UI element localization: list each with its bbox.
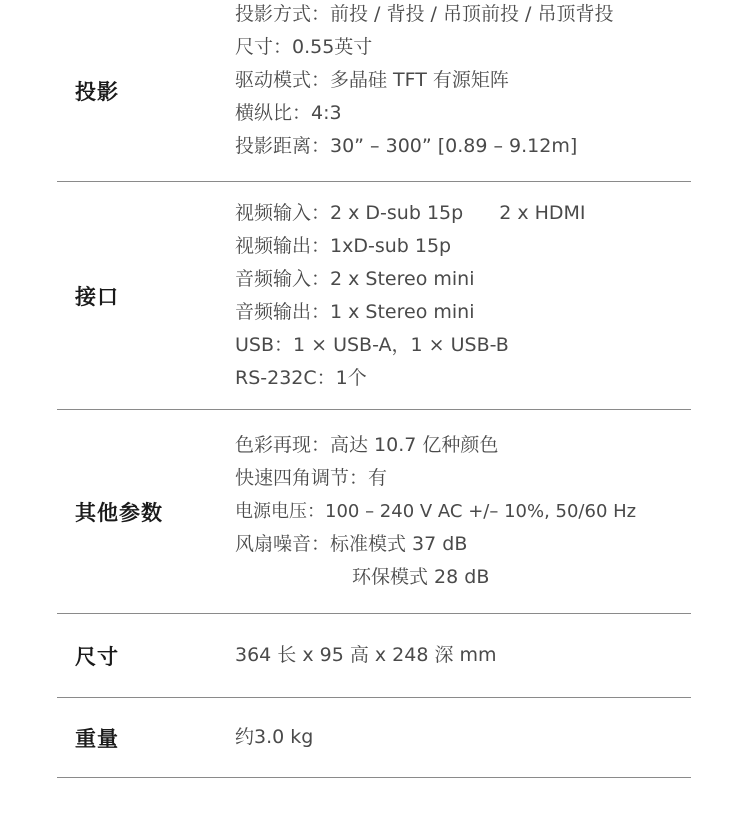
spec-line-usb: USB：1 × USB-A，1 × USB-B (235, 333, 509, 356)
spec-line-panel-size: 尺寸：0.55英寸 (235, 36, 373, 58)
spec-row-other (57, 410, 691, 614)
spec-line-projection-mode: 投影方式：前投 / 背投 / 吊顶前投 / 吊顶背投 (235, 3, 614, 25)
spec-value-weight: 约3.0 kg (235, 726, 314, 748)
spec-line-video-output: 视频输出：1xD-sub 15p (235, 234, 452, 257)
spec-line-drive-mode: 驱动模式：多晶硅 TFT 有源矩阵 (235, 69, 509, 91)
spec-row-weight (57, 698, 691, 778)
spec-line-power-supply: 电源电压：100 – 240 V AC +/– 10%, 50/60 Hz (235, 501, 637, 522)
video-input-hdmi: 2 x HDMI (499, 201, 586, 224)
spec-line-audio-input: 音频输入：2 x Stereo mini (235, 267, 475, 290)
spec-label-size: 尺寸 (75, 644, 119, 669)
spec-row-interface (57, 182, 691, 410)
video-input-dsub: 视频输入：2 x D-sub 15p (235, 201, 464, 224)
spec-line-keystone: 快速四角调节：有 (235, 467, 388, 489)
spec-values-interface (235, 197, 691, 395)
spec-line-fan-noise-eco: 环保模式 28 dB (352, 566, 490, 588)
spec-line-rs232c: RS-232C：1个 (235, 366, 367, 389)
spec-label-weight: 重量 (75, 726, 119, 751)
spec-line-audio-output: 音频输出：1 x Stereo mini (235, 300, 475, 323)
spec-label-projection: 投影 (75, 79, 119, 104)
spec-values-projection (235, 0, 691, 163)
spec-line-color-reproduction: 色彩再现：高达 10.7 亿种颜色 (235, 434, 499, 456)
spec-value-size: 364 长 x 95 高 x 248 深 mm (235, 644, 497, 666)
spec-line-video-input (235, 197, 691, 230)
spec-row-projection (57, 0, 691, 182)
spec-line-throw-distance: 投影距离：30” – 300” [0.89 – 9.12m] (235, 135, 578, 157)
spec-row-size (57, 614, 691, 698)
spec-table (57, 0, 691, 778)
spec-line-fan-noise-standard: 风扇噪音：标准模式 37 dB (235, 533, 468, 555)
spec-values-other (235, 429, 691, 594)
spec-label-interface: 接口 (75, 284, 119, 309)
spec-label-other: 其他参数 (75, 500, 163, 525)
spec-line-aspect-ratio: 横纵比：4:3 (235, 102, 342, 124)
